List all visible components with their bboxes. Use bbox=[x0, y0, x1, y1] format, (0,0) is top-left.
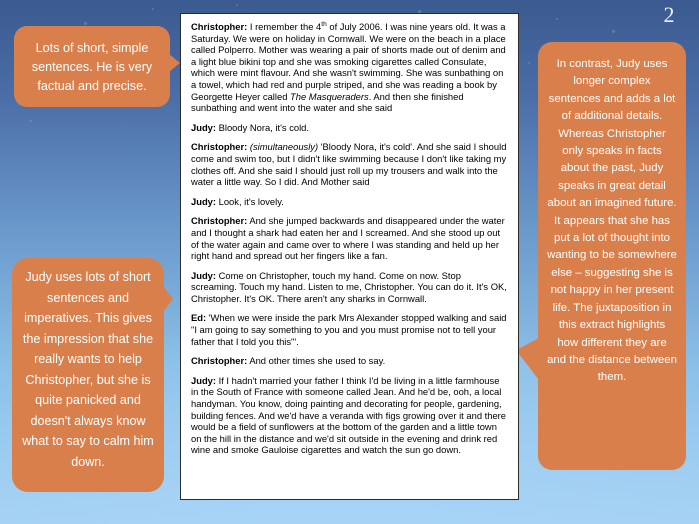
extract-speaker-label: Judy: bbox=[191, 121, 217, 133]
extract-paragraph bbox=[191, 375, 509, 456]
extract-text-run: And other times she used to say. bbox=[247, 355, 386, 367]
background-speck bbox=[30, 120, 32, 122]
extract-text-run: Come on Christopher, touch my hand. Come on now. Stop screaming. Touch my hand. Listen to me, Christopher. You can do it. It's OK, Christopher. It's OK. There aren't any sharks in Cornwall. bbox=[191, 269, 507, 304]
extract-paragraph bbox=[191, 312, 509, 347]
callout-pointer-icon bbox=[516, 338, 539, 380]
extract-speaker-label: Judy: bbox=[191, 269, 217, 281]
annotation-right-paragraph: The juxtaposition in this extract highlights how different they are and the distance between them. bbox=[547, 301, 677, 384]
extract-paragraph bbox=[191, 196, 509, 208]
extract-italic-run: (simultaneously) bbox=[249, 141, 319, 153]
extract-speaker-label: Judy: bbox=[191, 374, 217, 386]
extract-speaker-label: Christopher: bbox=[191, 355, 248, 367]
extract-text-run: . And then she finished sunbathing and went into the water and she said bbox=[191, 90, 464, 114]
extract-italic-run: The Masqueraders bbox=[290, 90, 369, 102]
extract-text-run: Bloody Nora, it's cold. bbox=[216, 121, 309, 133]
callout-pointer-icon bbox=[163, 286, 173, 312]
extract-text-run: I remember the 4 bbox=[247, 21, 322, 32]
page-number: 2 bbox=[663, 2, 675, 27]
annotation-right-paragraph: In contrast, Judy uses longer complex sentences and adds a lot of additional details. bbox=[548, 58, 676, 123]
extract-text-run: 'Bloody Nora, it's cold'. And she said I should come and swim too, but I didn't like swimming because I don't like taking my clothes off. And she said I should just roll up my trousers and walk into the water a little way. So I did. And Mother said bbox=[191, 141, 507, 188]
callout-pointer-icon bbox=[169, 54, 180, 72]
annotation-left-top-text: Lots of short, simple sentences. He is very factual and precise. bbox=[31, 41, 153, 93]
annotation-callout-left-bottom[interactable] bbox=[12, 258, 164, 492]
background-speck bbox=[528, 62, 530, 64]
extract-text-box bbox=[180, 13, 519, 500]
extract-body bbox=[191, 21, 509, 456]
extract-speaker-label: Christopher: bbox=[191, 21, 248, 32]
annotation-right-paragraph: Whereas Christopher only speaks in facts about the past, Judy speaks in great detail about an imagined future. It appears that she has put a lot of thought into wanting to be somewhere else – suggesting she is not happy in her present life. bbox=[547, 127, 677, 314]
extract-text-run: And she jumped backwards and disappeared under the water and I thought a shark had eaten her and I screamed. And she stood up out of the water again and came over to where I was standing and held up her right hand and spread out her fingers like a fan. bbox=[191, 215, 505, 262]
background-speck bbox=[612, 30, 615, 33]
extract-paragraph bbox=[191, 355, 509, 367]
background-speck bbox=[556, 18, 558, 20]
extract-speaker-label: Ed: bbox=[191, 312, 207, 324]
annotation-callout-left-top[interactable] bbox=[14, 26, 170, 107]
extract-paragraph bbox=[191, 122, 509, 134]
extract-text-run: Look, it's lovely. bbox=[216, 195, 284, 207]
extract-paragraph bbox=[191, 270, 509, 305]
extract-paragraph bbox=[191, 215, 509, 261]
extract-text-run: 'When we were inside the park Mrs Alexander stopped walking and said "I am going to say something to you and you must promise not to tell your father that I told you this"'. bbox=[191, 312, 507, 347]
annotation-left-bottom-text: Judy uses lots of short sentences and imperatives. This gives the impression that she really wants to help Christopher, but she is quite panicked and doesn't always know what to say to calm him down. bbox=[22, 270, 154, 469]
extract-speaker-label: Christopher: bbox=[191, 141, 248, 153]
extract-superscript-run: th bbox=[321, 20, 327, 28]
background-speck bbox=[84, 22, 87, 25]
extract-speaker-label: Christopher: bbox=[191, 215, 248, 227]
extract-text-run: of July 2006. I was nine years old. It was a Saturday. We were on holiday in Cornwall. We were on the beach in a place called Polperro. Mother was wearing a pair of shorts made out of denim and a light blue bikini top and she was smoking cigarettes called Consulate, which were mint flavour. And she wasn't swimming. She was sunbathing on a towel, which had red and purple striped, and she was reading a book by Georgette Heyer called bbox=[191, 21, 506, 102]
background-speck bbox=[236, 4, 238, 6]
annotation-callout-right[interactable] bbox=[538, 42, 686, 470]
extract-paragraph bbox=[191, 141, 509, 187]
extract-speaker-label: Judy: bbox=[191, 195, 217, 207]
background-speck bbox=[152, 8, 154, 10]
extract-paragraph bbox=[191, 21, 509, 114]
extract-text-run: If I hadn't married your father I think I'd be living in a little farmhouse in the South of France with someone called Jean. And he'd be, ooh, a local handyman. You know, doing painting and decorating for people, gardening, building fences. And we'd have a veranda with figs growing over it and there would be a field of sunflowers at the bottom of the garden and a little town on the hill in the distance and we'd sit outside in the evening and drink red wine and smoke Gauloise cigarettes and watch the sun go down. bbox=[191, 374, 507, 456]
